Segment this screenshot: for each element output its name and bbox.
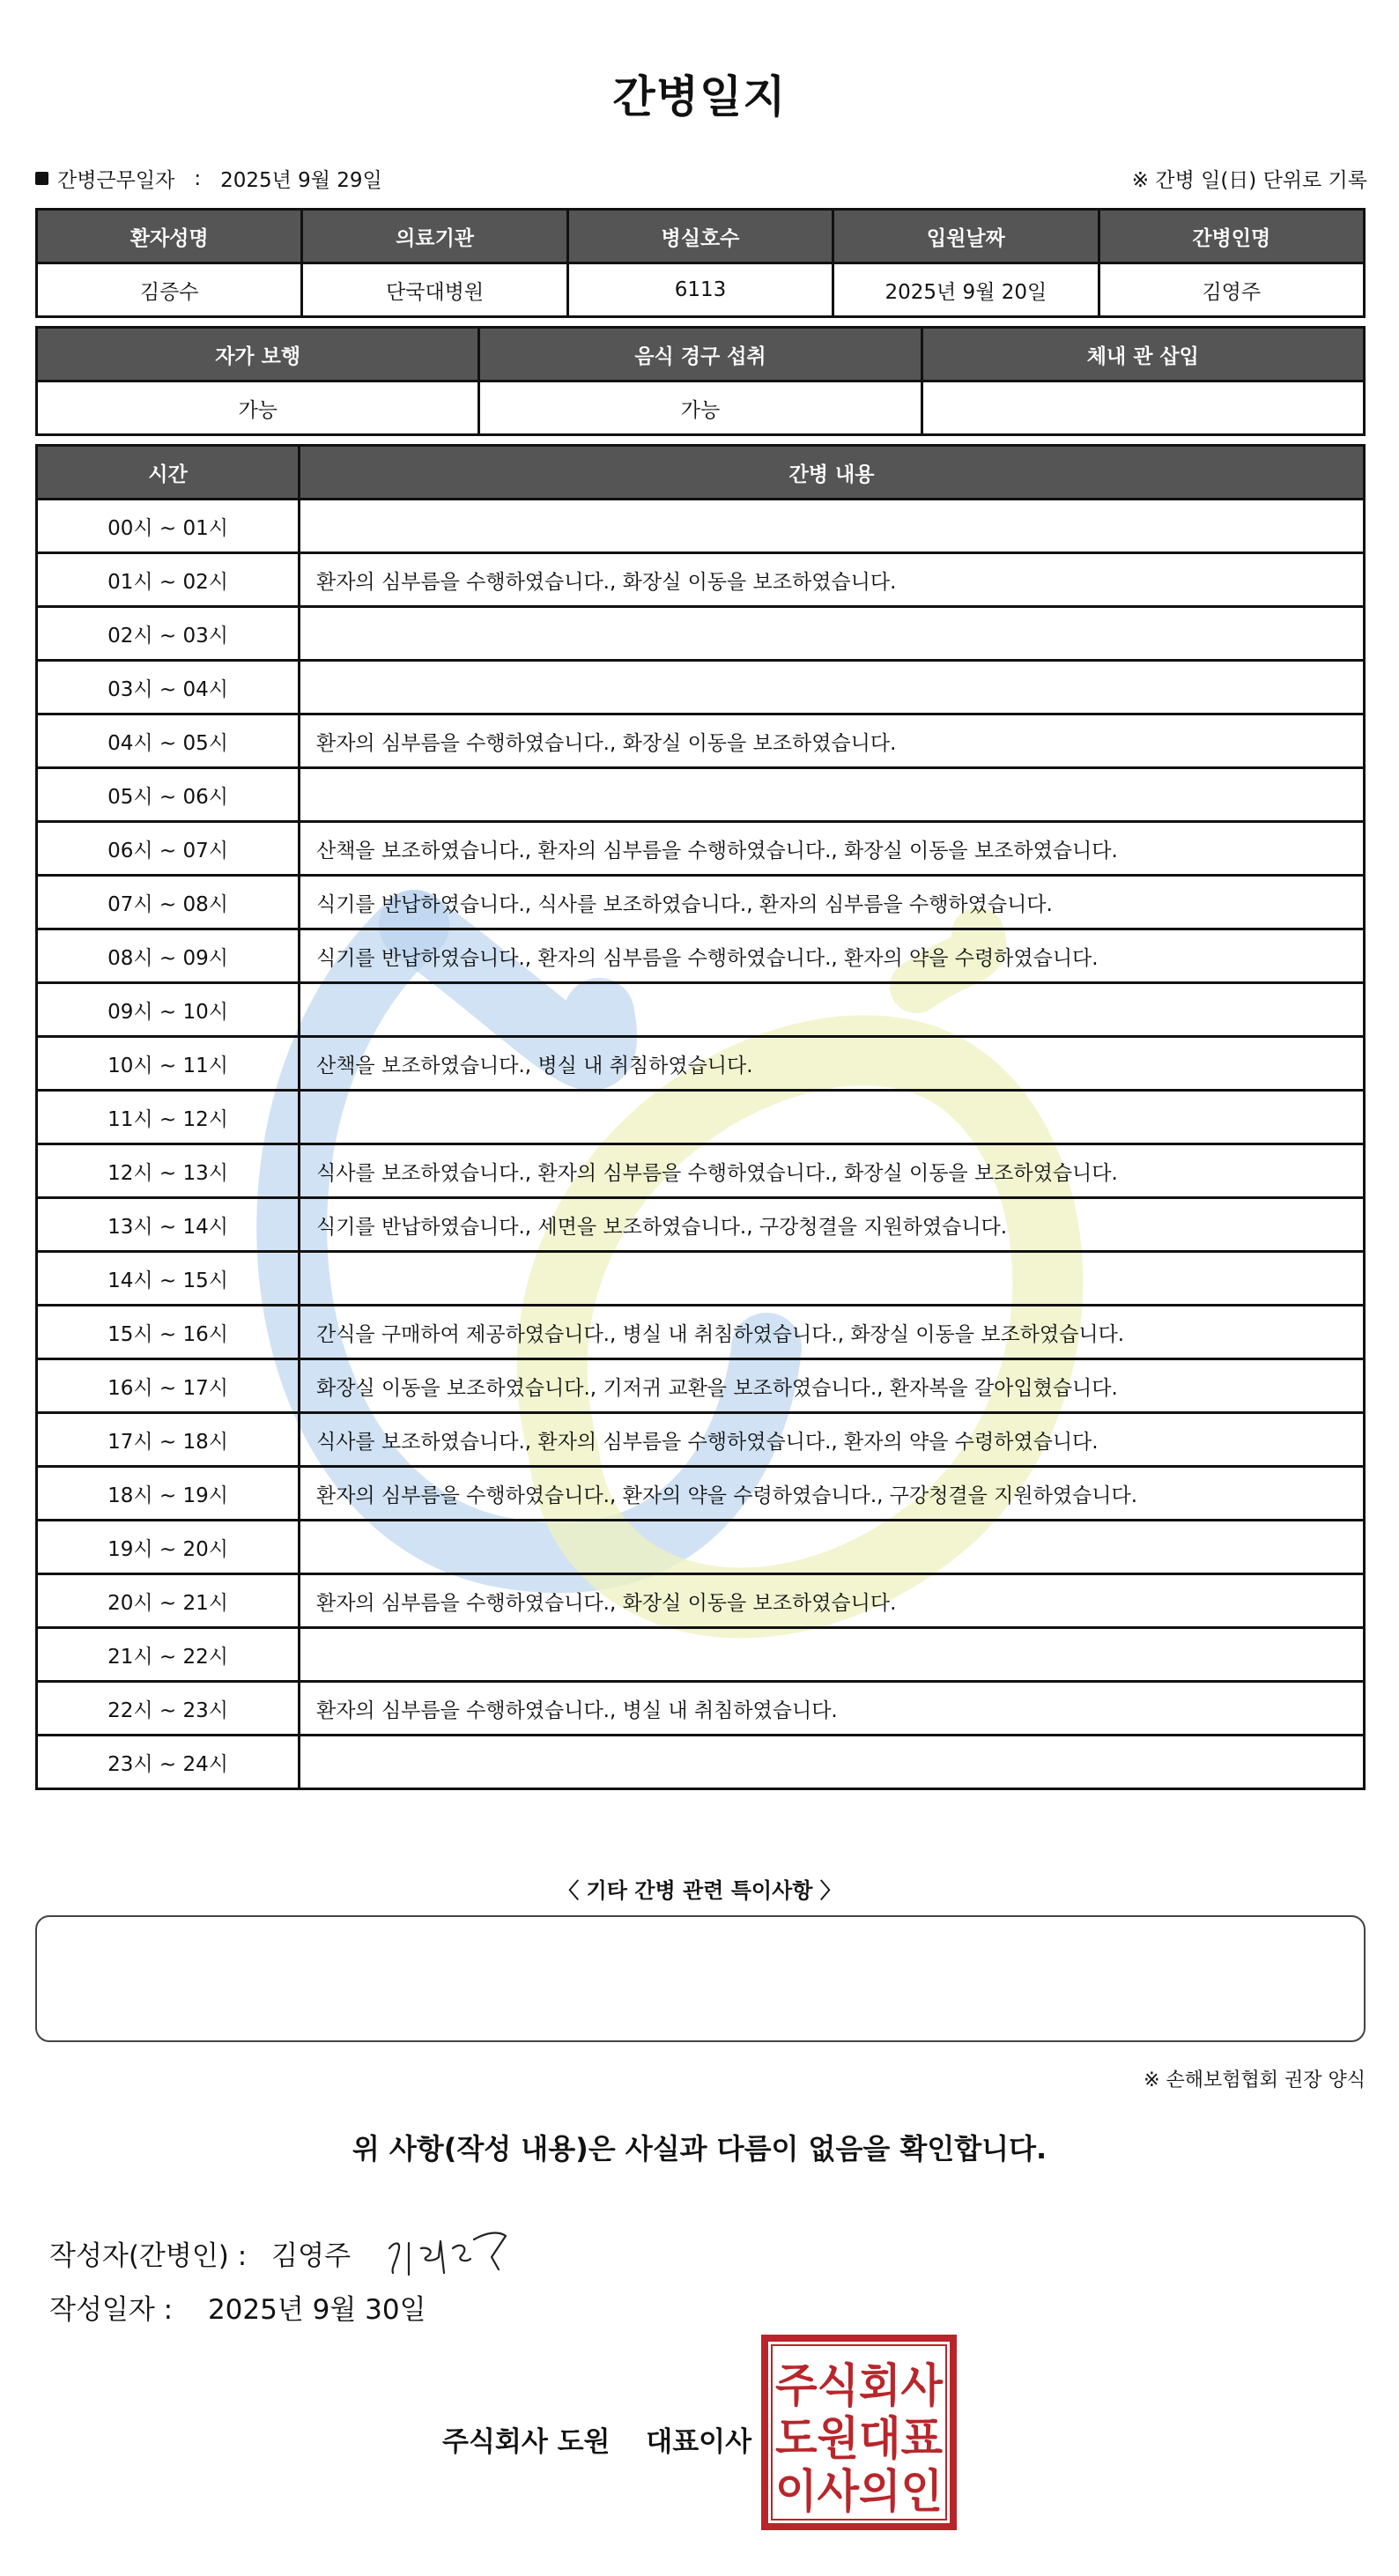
- confirmation-statement: 위 사항(작성 내용)은 사실과 다름이 없음을 확인합니다.: [352, 2132, 1047, 2165]
- header-caregiver-name: 간병인명: [1099, 210, 1364, 263]
- header-hospital: 의료기관: [302, 210, 567, 263]
- log-time: 05시 ~ 06시: [37, 768, 300, 822]
- log-row: [37, 553, 1365, 607]
- tube-insertion: [922, 381, 1364, 435]
- writer-name: 김영주: [271, 2239, 352, 2272]
- header-room: 병실호수: [567, 210, 833, 263]
- hospital: 단국대병원: [302, 263, 567, 317]
- log-content: [300, 607, 1365, 661]
- log-content: 식사를 보조하였습니다., 환자의 심부름을 수행하였습니다., 환자의 약을 수령하였습니다.: [300, 1413, 1365, 1467]
- log-content: 환자의 심부름을 수행하였습니다., 환자의 약을 수령하였습니다., 구강청결을 지원하였습니다.: [300, 1467, 1365, 1521]
- log-time: 23시 ~ 24시: [37, 1736, 300, 1789]
- room-number: 6113: [567, 263, 833, 317]
- log-content: 환자의 심부름을 수행하였습니다., 병실 내 취침하였습니다.: [300, 1682, 1365, 1736]
- patient-info-value-row: [37, 263, 1365, 317]
- log-row: [37, 500, 1365, 553]
- writer-label: 작성자(간병인) :: [49, 2239, 248, 2272]
- log-content: [300, 500, 1365, 553]
- log-time: 03시 ~ 04시: [37, 661, 300, 714]
- log-row: [37, 1467, 1365, 1521]
- log-time: 13시 ~ 14시: [37, 1198, 300, 1252]
- log-row: [37, 1682, 1365, 1736]
- seal-line-1: 주식회사: [775, 2360, 944, 2413]
- log-row: [37, 1574, 1365, 1628]
- log-time: 11시 ~ 12시: [37, 1091, 300, 1144]
- log-content: 식사를 보조하였습니다., 환자의 심부름을 수행하였습니다., 화장실 이동을 보조하였습니다.: [300, 1144, 1365, 1198]
- log-time: 15시 ~ 16시: [37, 1306, 300, 1359]
- patient-info-table: [35, 208, 1366, 318]
- write-date-line: [49, 2287, 426, 2327]
- log-content: [300, 1252, 1365, 1306]
- write-date-label: 작성일자 :: [49, 2294, 174, 2326]
- log-row: [37, 822, 1365, 876]
- log-content: 환자의 심부름을 수행하였습니다., 화장실 이동을 보조하였습니다.: [300, 553, 1365, 607]
- header-self-walking: 자가 보행: [37, 328, 479, 381]
- association-note: ※ 손해보험협회 권장 양식: [1144, 2069, 1366, 2091]
- log-time: 06시 ~ 07시: [37, 822, 300, 876]
- log-time: 22시 ~ 23시: [37, 1682, 300, 1736]
- log-row: [37, 1628, 1365, 1682]
- work-date-value: 2025년 9월 29일: [220, 169, 382, 192]
- log-content: 환자의 심부름을 수행하였습니다., 화장실 이동을 보조하였습니다.: [300, 1574, 1365, 1628]
- log-row: [37, 1144, 1365, 1198]
- log-row: [37, 1521, 1365, 1574]
- log-time: 07시 ~ 08시: [37, 876, 300, 929]
- log-time: 14시 ~ 15시: [37, 1252, 300, 1306]
- ceo-title: 대표이사: [646, 2426, 752, 2458]
- writer-line: [49, 2222, 514, 2284]
- header-patient-name: 환자성명: [37, 210, 302, 263]
- log-content: 식기를 반납하였습니다., 세면을 보조하였습니다., 구강청결을 지원하였습니다.: [300, 1198, 1365, 1252]
- log-row: [37, 876, 1365, 929]
- page-title: 간병일지: [612, 71, 787, 122]
- header-care-content: 간병 내용: [300, 446, 1365, 500]
- log-content: [300, 1091, 1365, 1144]
- log-row: [37, 929, 1365, 983]
- remarks-title: 〈 기타 간병 관련 특이사항 〉: [558, 1878, 841, 1903]
- company-seal-stamp: [759, 2333, 959, 2532]
- care-log-table: [35, 444, 1366, 1790]
- company-name: 주식회사 도원: [442, 2426, 611, 2458]
- log-row: [37, 1037, 1365, 1091]
- log-content: 식기를 반납하였습니다., 환자의 심부름을 수행하였습니다., 환자의 약을 수령하였습니다.: [300, 929, 1365, 983]
- seal-line-2: 도원대표: [775, 2413, 943, 2466]
- work-date-label: 간병근무일자: [57, 169, 175, 192]
- log-content: [300, 983, 1365, 1037]
- seal-line-3: 이사의인: [775, 2466, 943, 2519]
- log-content: [300, 1736, 1365, 1789]
- write-date-value: 2025년 9월 30일: [207, 2294, 426, 2326]
- log-content: 환자의 심부름을 수행하였습니다., 화장실 이동을 보조하였습니다.: [300, 714, 1365, 768]
- ability-table: [35, 326, 1366, 436]
- log-time: 10시 ~ 11시: [37, 1037, 300, 1091]
- header-time: 시간: [37, 446, 300, 500]
- record-note: ※ 간병 일(日) 단위로 기록: [1131, 169, 1367, 192]
- log-row: [37, 661, 1365, 714]
- log-row: [37, 768, 1365, 822]
- log-row: [37, 1736, 1365, 1789]
- ability-header-row: [37, 328, 1365, 381]
- patient-info-header-row: [37, 210, 1365, 263]
- log-row: [37, 714, 1365, 768]
- log-row: [37, 607, 1365, 661]
- log-time: 09시 ~ 10시: [37, 983, 300, 1037]
- log-time: 18시 ~ 19시: [37, 1467, 300, 1521]
- log-content: [300, 768, 1365, 822]
- log-time: 04시 ~ 05시: [37, 714, 300, 768]
- remarks-box: [35, 1915, 1366, 2042]
- log-row: [37, 1198, 1365, 1252]
- log-content: 식기를 반납하였습니다., 식사를 보조하였습니다., 환자의 심부름을 수행하였습니다.: [300, 876, 1365, 929]
- log-row: [37, 1306, 1365, 1359]
- log-content: 간식을 구매하여 제공하였습니다., 병실 내 취침하였습니다., 화장실 이동을 보조하였습니다.: [300, 1306, 1365, 1359]
- company-line: [442, 2419, 751, 2459]
- log-content: 산책을 보조하였습니다., 병실 내 취침하였습니다.: [300, 1037, 1365, 1091]
- header-oral-intake: 음식 경구 섭취: [479, 328, 922, 381]
- log-time: 19시 ~ 20시: [37, 1521, 300, 1574]
- log-content: [300, 1628, 1365, 1682]
- log-row: [37, 1091, 1365, 1144]
- ability-value-row: [37, 381, 1365, 435]
- log-row: [37, 983, 1365, 1037]
- log-time: 12시 ~ 13시: [37, 1144, 300, 1198]
- self-walking: 가능: [37, 381, 479, 435]
- log-time: 02시 ~ 03시: [37, 607, 300, 661]
- log-time: 20시 ~ 21시: [37, 1574, 300, 1628]
- log-row: [37, 1413, 1365, 1467]
- bullet-square-icon: [35, 172, 48, 185]
- care-log-header-row: [37, 446, 1365, 500]
- log-row: [37, 1252, 1365, 1306]
- header-admission-date: 입원날짜: [833, 210, 1099, 263]
- patient-name: 김증수: [37, 263, 302, 317]
- header-tube-insertion: 체내 관 삽입: [922, 328, 1364, 381]
- log-row: [37, 1359, 1365, 1413]
- log-content: [300, 661, 1365, 714]
- work-date-colon: :: [194, 167, 202, 190]
- work-date: [35, 164, 382, 193]
- log-time: 21시 ~ 22시: [37, 1628, 300, 1682]
- log-content: [300, 1521, 1365, 1574]
- oral-intake: 가능: [479, 381, 922, 435]
- log-content: 화장실 이동을 보조하였습니다., 기저귀 교환을 보조하였습니다., 환자복을 갈아입혔습니다.: [300, 1359, 1365, 1413]
- log-time: 00시 ~ 01시: [37, 500, 300, 553]
- handwritten-signature: [382, 2222, 514, 2284]
- log-content: 산책을 보조하였습니다., 환자의 심부름을 수행하였습니다., 화장실 이동을 보조하였습니다.: [300, 822, 1365, 876]
- log-time: 16시 ~ 17시: [37, 1359, 300, 1413]
- admission-date: 2025년 9월 20일: [833, 263, 1099, 317]
- log-time: 01시 ~ 02시: [37, 553, 300, 607]
- log-time: 17시 ~ 18시: [37, 1413, 300, 1467]
- log-time: 08시 ~ 09시: [37, 929, 300, 983]
- caregiver-name: 김영주: [1099, 263, 1364, 317]
